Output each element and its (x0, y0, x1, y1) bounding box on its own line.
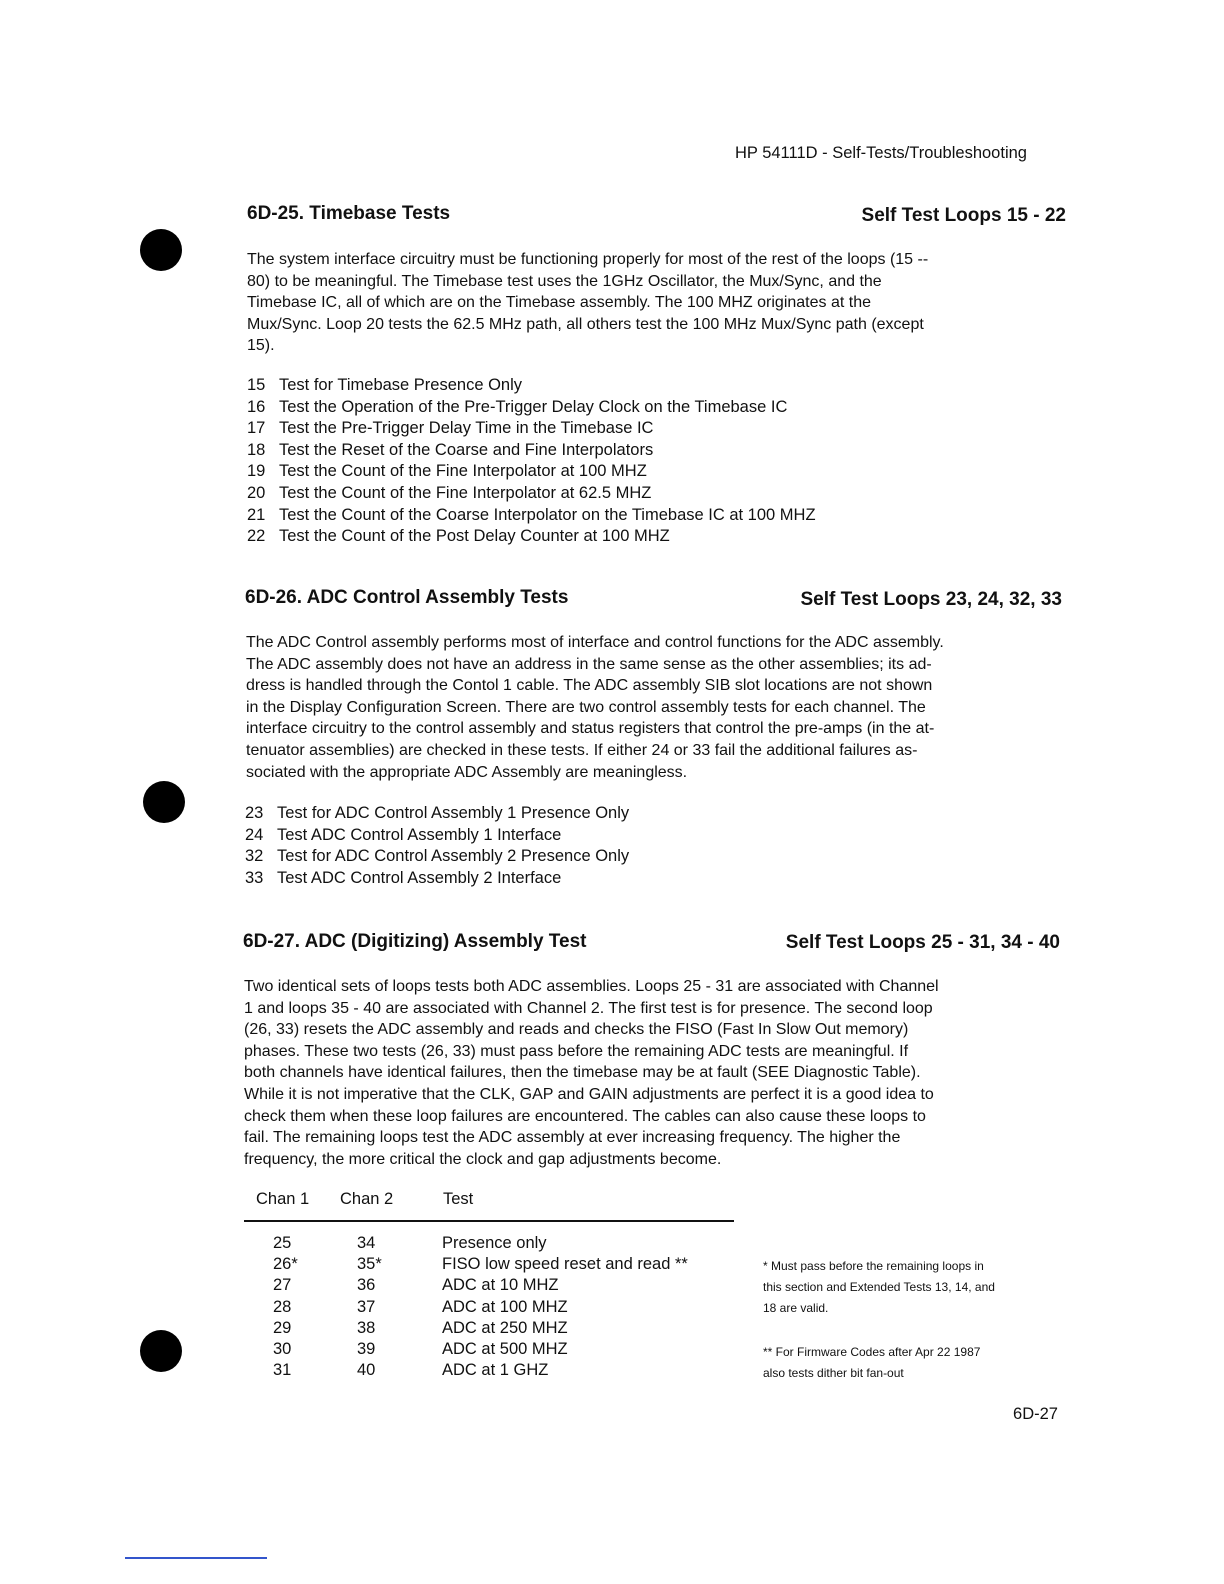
section-26-loops: Self Test Loops 23, 24, 32, 33 (800, 589, 1062, 610)
section-25-title: 6D-25. Timebase Tests (247, 203, 451, 224)
paragraph-line: Two identical sets of loops tests both ADC assemblies. Loops 25 - 31 are associated with Channel (244, 978, 939, 995)
footer-rule (125, 1557, 267, 1559)
test-text: Test for Timebase Presence Only (279, 376, 523, 394)
test-number: 22 (247, 527, 266, 546)
footnote-line: * Must pass before the remaining loops in (763, 1259, 984, 1273)
paragraph-line: Mux/Sync. Loop 20 tests the 62.5 MHz path, all others test the 100 MHz Mux/Sync path (except (247, 315, 924, 333)
test-item (247, 461, 816, 483)
test-number: 16 (247, 397, 266, 416)
test-number: 33 (245, 868, 264, 887)
paragraph-line: in the Display Configuration Screen. There are two control assembly tests for each channel. The (246, 698, 926, 716)
table-header-chan2: Chan 2 (340, 1190, 394, 1208)
test-number: 20 (247, 483, 266, 502)
section-25-loops: Self Test Loops 15 - 22 (861, 205, 1066, 226)
section-27-title: 6D-27. ADC (Digitizing) Assembly Test (243, 931, 587, 952)
test-number: 19 (247, 462, 266, 481)
paragraph-line: sociated with the appropriate ADC Assembly are meaningless. (246, 763, 688, 781)
test-text: Test the Count of the Fine Interpolator at 100 MHZ (279, 462, 647, 481)
chan1-cell: 25 (273, 1234, 292, 1252)
footnote-single-asterisk (763, 1256, 995, 1319)
chan1-cell: 26* (273, 1255, 298, 1273)
table-header-test: Test (443, 1190, 474, 1208)
test-number: 21 (247, 505, 266, 524)
test-text: Test ADC Control Assembly 1 Interface (277, 825, 562, 844)
test-number: 15 (247, 376, 266, 394)
test-number: 17 (247, 419, 266, 438)
test-text: Test the Count of the Post Delay Counter at 100 MHZ (279, 527, 670, 546)
punch-hole-top (140, 229, 182, 271)
test-text: Test the Count of the Coarse Interpolator on the Timebase IC at 100 MHZ (279, 505, 816, 524)
test-cell: ADC at 1 GHZ (442, 1361, 549, 1379)
paragraph-line: The system interface circuitry must be functioning properly for most of the rest of the loops (15 -- (247, 251, 929, 268)
test-item (245, 868, 629, 890)
chan1-cell: 28 (273, 1298, 292, 1316)
test-item (247, 505, 816, 527)
test-number: 23 (245, 804, 264, 822)
test-item (245, 803, 629, 825)
test-item (247, 526, 816, 548)
test-cell: FISO low speed reset and read ** (442, 1255, 688, 1273)
test-cell: Presence only (442, 1234, 547, 1252)
test-cell: ADC at 100 MHZ (442, 1298, 568, 1316)
paragraph-line: 80) to be meaningful. The Timebase test uses the 1GHz Oscillator, the Mux/Sync, and the (247, 272, 882, 290)
test-item (247, 440, 816, 462)
test-text: Test for ADC Control Assembly 1 Presence Only (277, 804, 630, 822)
test-number: 24 (245, 825, 264, 844)
paragraph-line: While it is not imperative that the CLK, GAP and GAIN adjustments are perfect it is a good idea to (244, 1085, 934, 1103)
table-header-chan1: Chan 1 (256, 1190, 310, 1208)
test-cell: ADC at 250 MHZ (442, 1319, 568, 1337)
section-26-title: 6D-26. ADC Control Assembly Tests (245, 587, 569, 608)
punch-hole-bottom (140, 1330, 182, 1372)
test-text: Test for ADC Control Assembly 2 Presence Only (277, 847, 630, 866)
test-item (247, 418, 816, 440)
footnote-double-asterisk (763, 1342, 980, 1384)
footnote-line: also tests dither bit fan-out (763, 1366, 904, 1380)
paragraph-line: dress is handled through the Contol 1 cable. The ADC assembly SIB slot locations are not shown (246, 677, 933, 695)
paragraph-line: (26, 33) resets the ADC assembly and reads and checks the FISO (Fast In Slow Out memory) (244, 1021, 909, 1039)
chan2-cell: 39 (357, 1340, 376, 1358)
section-27-paragraph (244, 976, 1064, 1170)
test-text: Test the Operation of the Pre-Trigger Delay Clock on the Timebase IC (279, 397, 788, 416)
paragraph-line: fail. The remaining loops test the ADC assembly at ever increasing frequency. The higher the (244, 1129, 901, 1147)
chan2-cell: 35* (357, 1255, 382, 1273)
paragraph-line: tenuator assemblies) are checked in these tests. If either 24 or 33 fail the additional failures as- (246, 741, 918, 759)
running-header: HP 54111D - Self-Tests/Troubleshooting (735, 144, 1027, 162)
paragraph-line: phases. These two tests (26, 33) must pass before the remaining ADC tests are meaningful. If (244, 1042, 909, 1060)
test-item (245, 846, 629, 868)
chan1-cell: 31 (273, 1361, 292, 1379)
test-text: Test the Count of the Fine Interpolator at 62.5 MHZ (279, 483, 652, 502)
chan2-cell: 37 (357, 1298, 376, 1316)
section-25-paragraph (247, 249, 1067, 357)
footnote-line: this section and Extended Tests 13, 14, and (763, 1280, 995, 1294)
section-27-loops: Self Test Loops 25 - 31, 34 - 40 (785, 932, 1060, 953)
paragraph-line: check them when these loop failures are encountered. The cables can also cause these loops to (244, 1107, 926, 1125)
chan2-cell: 38 (357, 1319, 376, 1337)
paragraph-line: both channels have identical failures, then the timebase may be at fault (SEE Diagnostic Table). (244, 1064, 921, 1082)
test-item (247, 375, 816, 397)
test-item (247, 483, 816, 505)
test-cell: ADC at 10 MHZ (442, 1276, 559, 1294)
chan1-cell: 30 (273, 1340, 292, 1358)
page-number: 6D-27 (1013, 1405, 1058, 1423)
test-number: 32 (245, 847, 264, 866)
chan1-cell: 29 (273, 1319, 292, 1337)
test-text: Test the Reset of the Coarse and Fine Interpolators (279, 440, 654, 459)
chan2-cell: 34 (357, 1234, 376, 1252)
test-number: 18 (247, 440, 266, 459)
chan2-cell: 40 (357, 1361, 376, 1379)
section-26-test-list (245, 803, 629, 889)
chan1-cell: 27 (273, 1276, 292, 1294)
test-text: Test ADC Control Assembly 2 Interface (277, 868, 562, 887)
footnote-line: 18 are valid. (763, 1301, 829, 1315)
chan2-cell: 36 (357, 1276, 376, 1294)
test-text: Test the Pre-Trigger Delay Time in the Timebase IC (279, 419, 654, 438)
paragraph-line: Timebase IC, all of which are on the Timebase assembly. The 100 MHZ originates at the (247, 294, 871, 312)
test-item (245, 825, 629, 847)
paragraph-line: 15). (247, 337, 275, 355)
section-25-test-list (247, 375, 816, 548)
table-header-rule (244, 1220, 734, 1222)
section-26-paragraph (246, 632, 1066, 783)
paragraph-line: interface circuitry to the control assembly and status registers that control the pre-amps (in the at- (246, 720, 935, 738)
footnote-line: ** For Firmware Codes after Apr 22 1987 (763, 1345, 981, 1359)
paragraph-line: The ADC Control assembly performs most of interface and control functions for the ADC assembly. (246, 634, 944, 651)
paragraph-line: frequency, the more critical the clock and gap adjustments become. (244, 1150, 722, 1168)
paragraph-line: 1 and loops 35 - 40 are associated with Channel 2. The first test is for presence. The second loop (244, 999, 933, 1017)
test-item (247, 397, 816, 419)
paragraph-line: The ADC assembly does not have an address in the same sense as the other assemblies; its ad- (246, 655, 932, 673)
punch-hole-middle (143, 781, 185, 823)
test-cell: ADC at 500 MHZ (442, 1340, 568, 1358)
